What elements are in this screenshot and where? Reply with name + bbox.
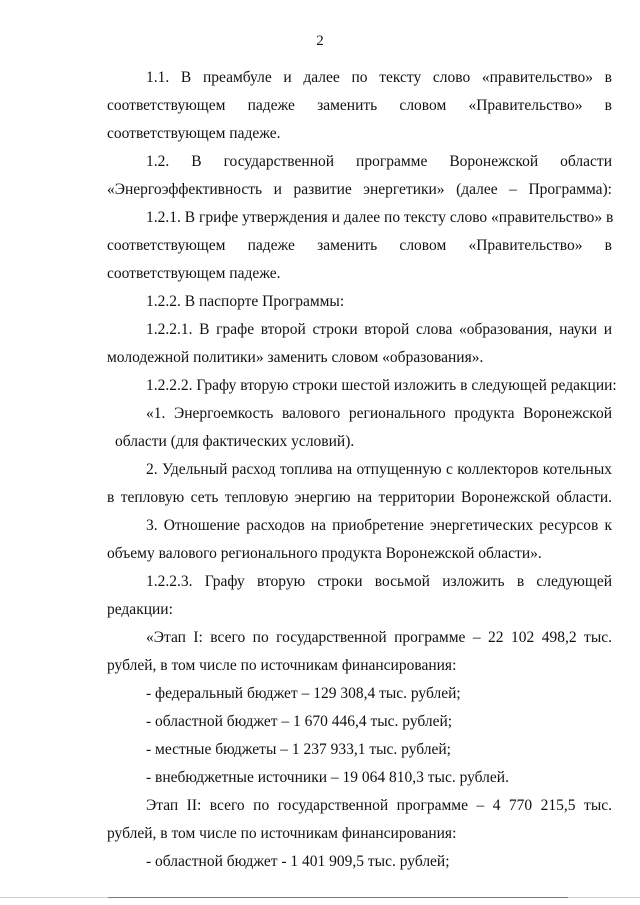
paragraph-line: объему валового регионального продукта Воронежской области». [107,545,542,562]
paragraph-line: соответствующем падеже. [107,125,281,142]
document-body [107,66,617,874]
paragraph-line: соответствующем падеже заменить словом «Правительство» в [107,97,612,114]
paragraph-line: 1.2. В государственной программе Воронежской области [146,153,612,170]
list-item: - областной бюджет - 1 401 909,5 тыс. рублей; [146,853,450,870]
list-item: - местные бюджеты – 1 237 933,1 тыс. рублей; [146,741,451,758]
paragraph-line: 1.2.1. В грифе утверждения и далее по тексту слово «правительство» в [146,209,614,226]
paragraph-line: соответствующем падеже заменить словом «Правительство» в [107,237,612,254]
paragraph-line: 3. Отношение расходов на приобретение энергетических ресурсов к [146,517,612,534]
paragraph-line: в тепловую сеть тепловую энергию на территории Воронежской области. [107,489,612,506]
paragraph-line: Этап II: всего по государственной программе – 4 770 215,5 тыс. [146,797,612,814]
paragraph-line: рублей, в том числе по источникам финансирования: [107,825,457,842]
paragraph-line: 1.1. В преамбуле и далее по тексту слово «правительство» в [146,69,612,86]
paragraph-line: 1.2.2.3. Графу вторую строки восьмой изложить в следующей [146,573,612,590]
paragraph-line: рублей, в том числе по источникам финансирования: [107,657,457,674]
paragraph-line: «1. Энергоемкость валового регионального продукта Воронежской [146,405,612,422]
paragraph-line: соответствующем падеже. [107,265,281,282]
scan-edge-line-dark [108,897,568,898]
paragraph-line: 1.2.2.2. Графу вторую строки шестой изложить в следующей редакции: [146,377,617,394]
page-number: 2 [316,33,324,49]
list-item: - федеральный бюджет – 129 308,4 тыс. рублей; [146,685,461,702]
paragraph-line: 1.2.2.1. В графе второй строки второй слова «образования, науки и [146,321,612,338]
paragraph-line: «Энергоэффективность и развитие энергетики» (далее – Программа): [107,181,612,198]
paragraph-line: молодежной политики» заменить словом «образования». [107,349,484,366]
paragraph-line: «Этап I: всего по государственной программе – 22 102 498,2 тыс. [146,629,612,646]
list-item: - областной бюджет – 1 670 446,4 тыс. рублей; [146,713,453,730]
paragraph-line: области (для фактических условий). [115,433,355,450]
paragraph-line: 1.2.2. В паспорте Программы: [146,293,345,310]
list-item: - внебюджетные источники – 19 064 810,3 тыс. рублей. [146,769,509,786]
paragraph-line: редакции: [107,601,173,618]
paragraph-line: 2. Удельный расход топлива на отпущенную с коллекторов котельных [146,461,612,478]
